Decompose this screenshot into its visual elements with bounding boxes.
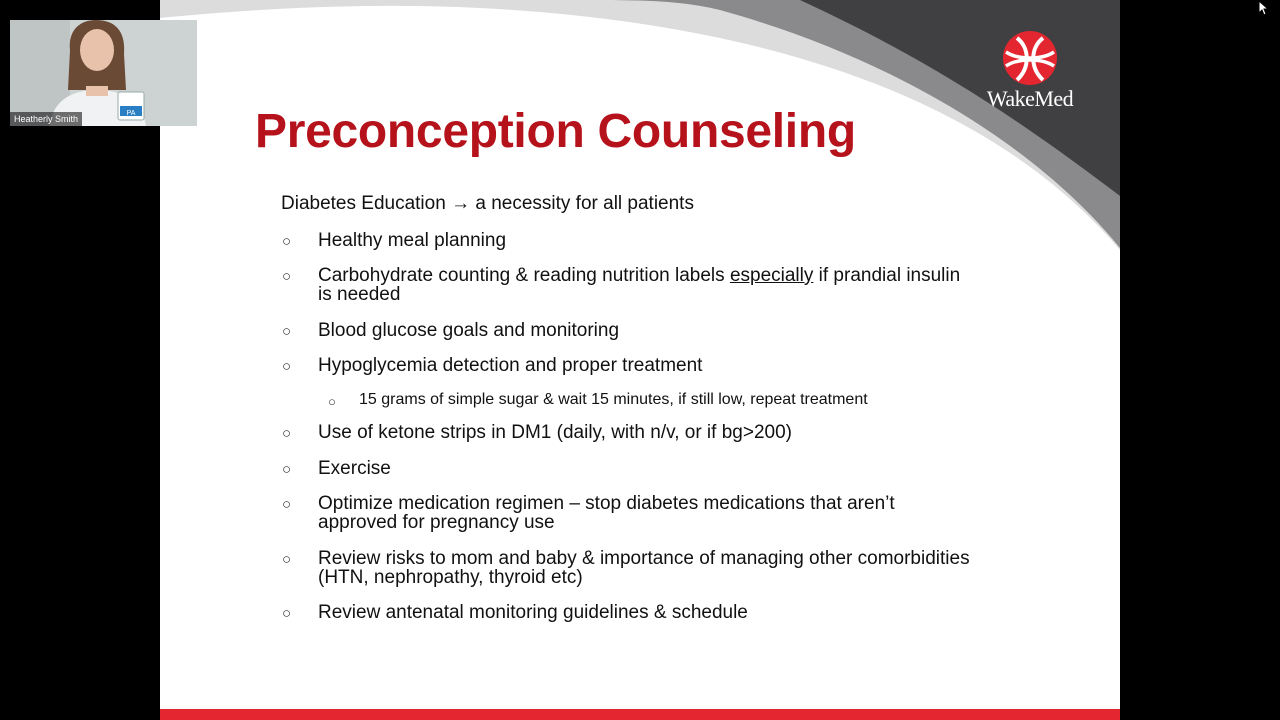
bullet-text: Use of ketone strips in DM1 (daily, with n/v, or if bg>200) <box>318 422 792 443</box>
bullet-text: if prandial insulin <box>813 265 961 286</box>
bullet-text: Carbohydrate counting & reading nutrition labels <box>318 265 730 286</box>
bullet-text: 15 grams of simple sugar & wait 15 minutes, if still low, repeat treatment <box>359 391 868 408</box>
arrow-icon: → <box>451 193 471 214</box>
bullet-circle-icon: ○ <box>282 605 292 622</box>
bullet-text: Hypoglycemia detection and proper treatment <box>318 355 703 376</box>
slide-footer-bar <box>160 709 1120 720</box>
bullet-circle-icon: ○ <box>282 551 292 568</box>
bullet-text: Healthy meal planning <box>318 230 507 251</box>
bullet-circle-icon: ○ <box>282 323 292 340</box>
bullet-text: Blood glucose goals and monitoring <box>318 320 620 341</box>
bullet-text-continued: is needed <box>318 284 401 305</box>
bullet-circle-icon: ○ <box>282 461 292 478</box>
bullet-list <box>160 0 1120 720</box>
bullet-text: Exercise <box>318 458 391 479</box>
bullet-circle-icon: ○ <box>282 496 292 513</box>
participant-video-feed <box>10 20 197 126</box>
participant-name-label: Heatherly Smith <box>10 112 82 126</box>
bullet-text: Optimize medication regimen – stop diabetes medications that aren’t <box>318 493 895 514</box>
bullet-circle-icon: ○ <box>282 358 292 375</box>
logo-wordmark: WakeMed <box>986 86 1074 111</box>
bullet-text-continued: (HTN, nephropathy, thyroid etc) <box>318 567 583 588</box>
badge-label: PA <box>126 110 136 117</box>
bullet-text-continued: approved for pregnancy use <box>318 512 555 533</box>
slide-title: Preconception Counseling <box>255 105 856 158</box>
bullet-circle-icon: ○ <box>282 233 292 250</box>
mouse-pointer-icon <box>1258 0 1270 16</box>
bullet-circle-icon: ○ <box>282 425 292 442</box>
presentation-slide <box>160 0 1120 720</box>
intro-topic: Diabetes Education <box>281 193 446 214</box>
participant-video-tile[interactable] <box>10 20 197 126</box>
intro-description: a necessity for all patients <box>475 193 694 214</box>
bullet-emphasis: especially <box>729 265 814 286</box>
bullet-circle-icon: ○ <box>328 394 336 409</box>
bullet-circle-icon: ○ <box>282 268 292 285</box>
bullet-text: Review risks to mom and baby & importance of managing other comorbidities <box>318 548 970 569</box>
bullet-text: Review antenatal monitoring guidelines & schedule <box>318 602 748 623</box>
